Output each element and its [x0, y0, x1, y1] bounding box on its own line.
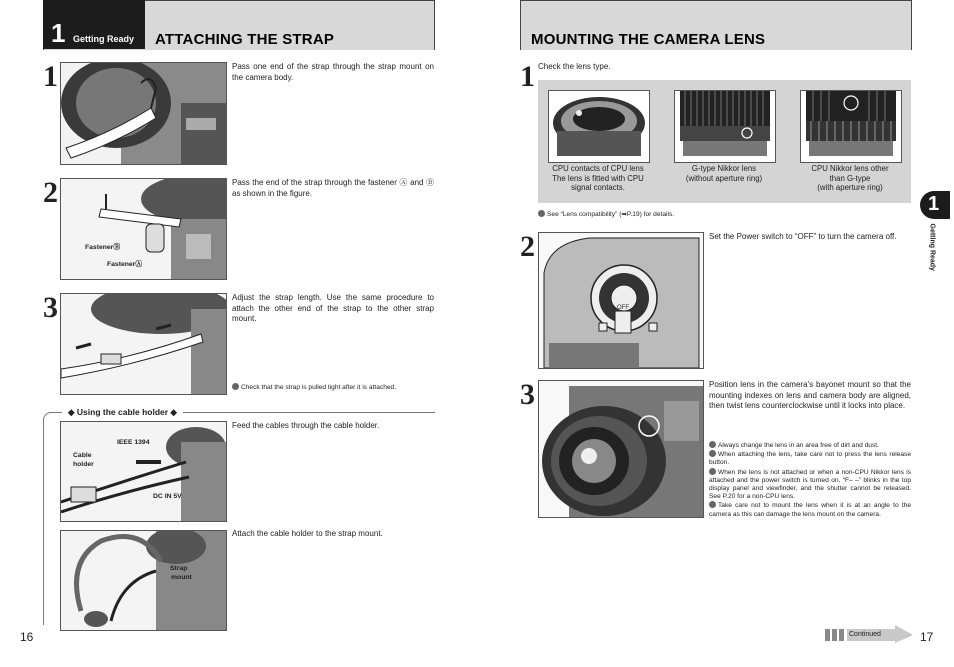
note-icon	[538, 210, 545, 217]
cable-holder-text-2: Attach the cable holder to the strap mount.	[232, 529, 383, 538]
lens-compat-note	[538, 210, 838, 219]
ieee-1394-label: IEEE 1394	[117, 439, 150, 446]
side-tab	[920, 191, 950, 219]
step3-note-2	[709, 450, 911, 467]
cable-holder-label-2: holder	[73, 461, 94, 468]
step-1-text: Pass one end of the strap through the strap mount on the camera body.	[232, 62, 434, 82]
side-tab-label: Getting Ready	[928, 223, 936, 271]
step3-note-1-text: Always change the lens in an area free of dirt and dust.	[718, 442, 879, 449]
step-3-note-text: Check that the strap is pulled tight after it is attached.	[241, 384, 397, 391]
fastener-b-label: FastenerⒷ	[85, 244, 121, 251]
chapter-box	[43, 0, 145, 49]
right-step-1-number: 1	[520, 60, 535, 93]
mount-lens-photo	[538, 380, 704, 518]
side-tab-number: 1	[928, 193, 940, 215]
step3-note-1	[709, 441, 911, 450]
left-page-title: ATTACHING THE STRAP	[155, 31, 335, 48]
cable-holder-photo-2	[60, 530, 227, 631]
dc-in-label: DC IN 5V	[153, 493, 182, 500]
lens-compat-note-text: See “Lens compatibility” (➡P.19) for details.	[547, 211, 675, 218]
note-icon	[232, 383, 239, 390]
cable-holder-photo-1	[60, 421, 227, 522]
lens-caption-1-line3: signal contacts.	[571, 183, 625, 192]
strap-mount-label-1: Strap	[170, 565, 188, 572]
right-page-number: 17	[920, 630, 934, 644]
step-1-number: 1	[43, 60, 58, 93]
right-step-3-text: Position lens in the camera’s bayonet mount so that the mounting indexes on lens and camera body are aligned, then twist lens counterclockwise until it locks into place.	[709, 380, 911, 410]
right-step-1-text: Check the lens type.	[538, 62, 611, 71]
lens-caption-1-line2: The lens is fitted with CPU	[552, 173, 644, 183]
lens-caption-3	[792, 164, 908, 193]
lens-caption-3-line1: CPU Nikkor lens other	[811, 164, 889, 173]
right-page-title: MOUNTING THE CAMERA LENS	[531, 31, 766, 48]
cpu-nikkor-lens-photo	[800, 90, 902, 163]
step-3-text: Adjust the strap length. Use the same procedure to attach the other end of the strap to the other strap mount.	[232, 293, 434, 323]
strap-step1-photo	[60, 62, 227, 165]
step3-note-2-text: When attaching the lens, take care not to press the lens release button.	[709, 451, 911, 467]
lens-caption-2-line1: G-type Nikkor lens	[691, 164, 757, 173]
continued-indicator	[825, 625, 917, 643]
fastener-a-label: FastenerⒶ	[107, 261, 143, 268]
lens-caption-2	[666, 164, 782, 183]
cable-holder-text-1: Feed the cables through the cable holder.	[232, 421, 380, 430]
step-3-number: 3	[43, 291, 58, 324]
chapter-label: Getting Ready	[73, 34, 135, 44]
power-switch-photo	[538, 232, 704, 369]
step3-note-3	[709, 468, 911, 502]
strap-step2-photo	[60, 178, 227, 280]
step-2-text: Pass the end of the strap through the fastener Ⓐ and Ⓑ as shown in the figure.	[232, 178, 434, 198]
cable-holder-label-1: Cable	[73, 452, 92, 459]
step3-note-3-text: When the lens is not attached or when a non-CPU Nikkor lens is attached and the power switch is turned on, “F– –” blinks in the top display panel and viewfinder, and the shutter cannot be released. See P.20 for a non-CPU lens.	[709, 468, 911, 501]
step-3-note	[232, 383, 434, 392]
lens-caption-2-line2: (without aperture ring)	[685, 173, 763, 183]
step-2-number: 2	[43, 176, 58, 209]
note-icon	[709, 441, 716, 448]
right-step-2-number: 2	[520, 230, 535, 263]
left-page-number: 16	[20, 630, 34, 644]
strap-step3-photo	[60, 293, 227, 395]
lens-caption-1	[540, 164, 656, 193]
step3-note-4	[709, 501, 911, 518]
svg-text:OFF: OFF	[617, 305, 629, 311]
lens-caption-1-line1: CPU contacts of CPU lens	[552, 164, 644, 173]
g-type-lens-photo	[674, 90, 776, 163]
cpu-contacts-photo	[548, 90, 650, 163]
step3-note-4-text: Take care not to mount the lens when it is at an angle to the camera as this can damage the lens mount on the camera.	[709, 502, 911, 518]
lens-caption-3-line3: (with aperture ring)	[817, 183, 883, 192]
chapter-number: 1	[51, 18, 66, 48]
note-icon	[709, 450, 716, 457]
right-step-2-text: Set the Power switch to “OFF” to turn the camera off.	[709, 232, 897, 241]
lens-caption-3-line2: than G-type	[829, 173, 871, 183]
note-icon	[709, 501, 716, 508]
continued-label: Continued	[849, 631, 881, 638]
right-step-3-number: 3	[520, 378, 535, 411]
cable-holder-heading: ◆ Using the cable holder ◆	[62, 407, 183, 418]
step3-notes	[709, 441, 911, 519]
note-icon	[709, 468, 716, 475]
strap-mount-label-2: mount	[171, 574, 192, 581]
